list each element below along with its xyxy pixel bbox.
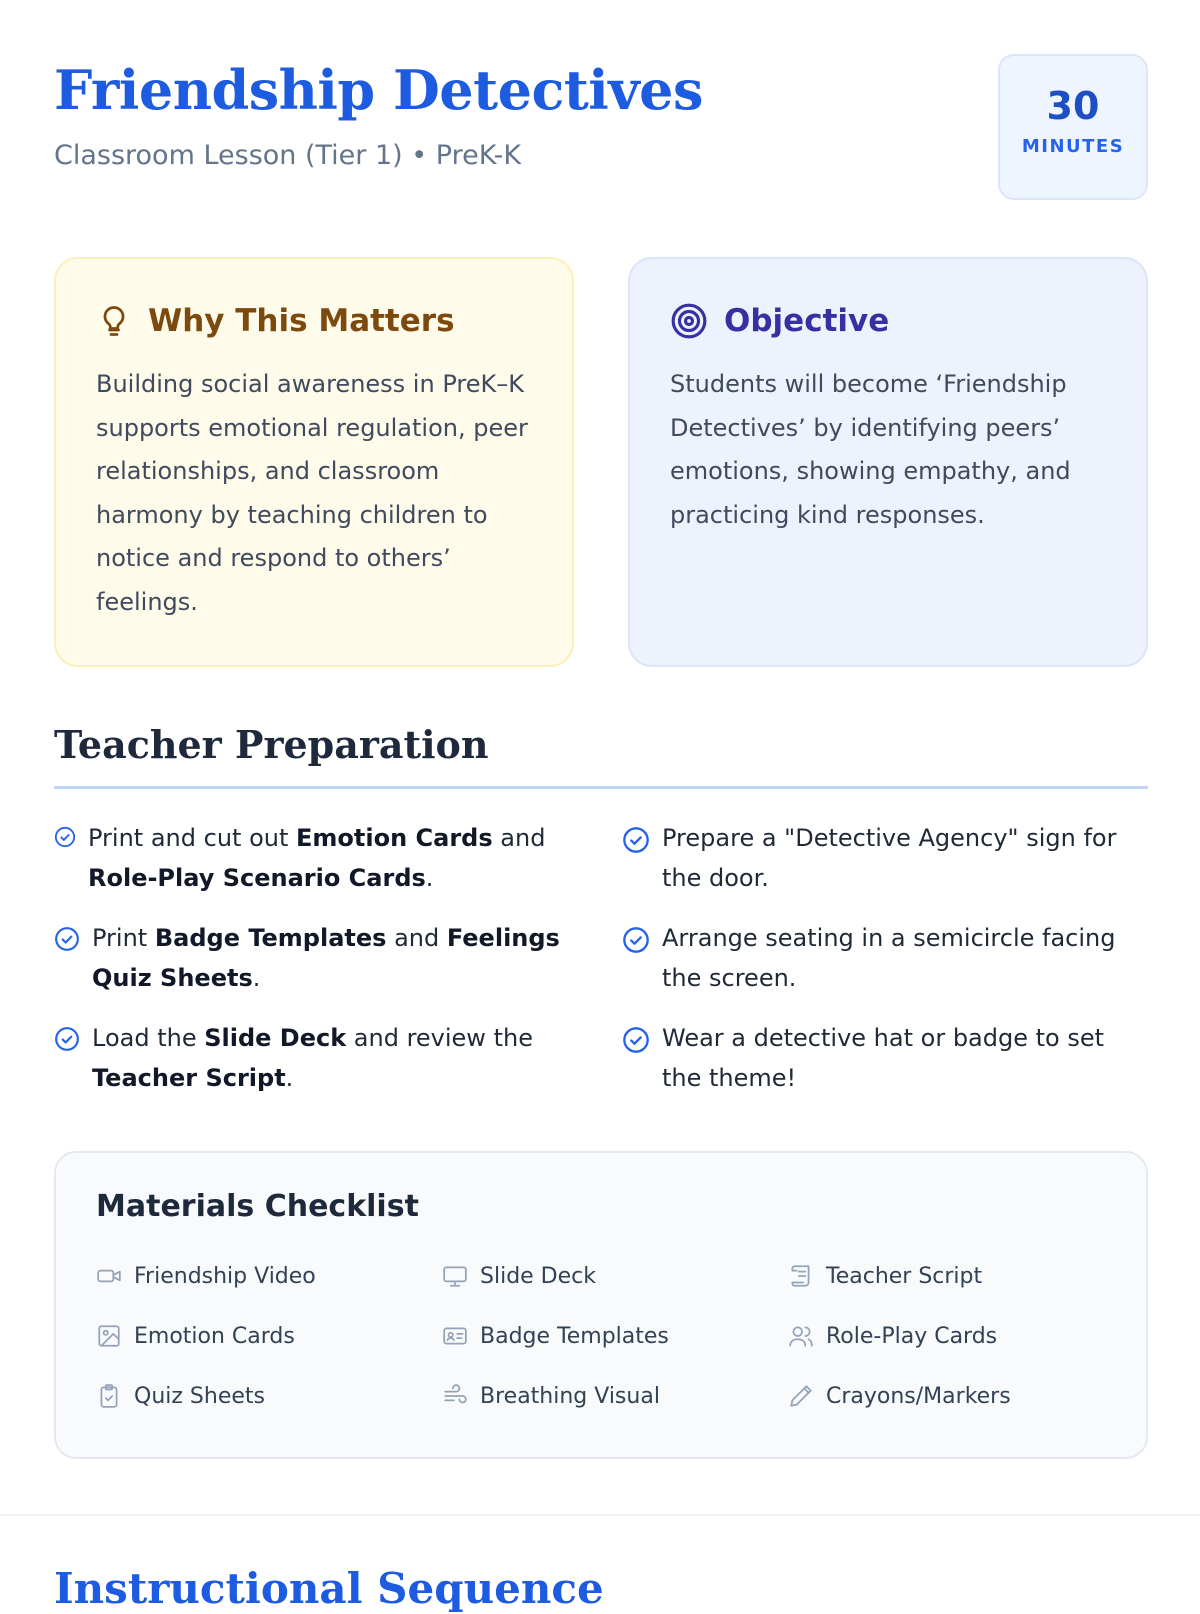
check-circle-icon [622,1026,650,1054]
duration-value: 30 [1046,84,1100,128]
check-circle-icon [54,926,80,952]
material-item [788,1263,982,1289]
lesson-header [54,50,1148,210]
objective-card [628,257,1148,667]
objective-card-title: Objective [724,303,890,339]
lesson-subtitle: Classroom Lesson (Tier 1) • PreK-K [54,140,522,171]
scroll-icon [788,1263,814,1289]
material-label: Quiz Sheets [134,1383,265,1409]
users-icon [788,1323,814,1349]
material-item [442,1383,660,1409]
material-label: Friendship Video [134,1263,316,1289]
prep-item-text: Load the Slide Deck and review the Teacher Script. [92,1024,533,1092]
material-label: Slide Deck [480,1263,596,1289]
pencil-icon [788,1383,814,1409]
material-label: Teacher Script [826,1263,983,1289]
video-icon [96,1263,122,1289]
material-item [96,1323,295,1349]
why-card-title: Why This Matters [148,303,455,339]
why-this-matters-card [54,257,574,667]
teacher-preparation-heading: Teacher Preparation [54,722,489,767]
material-label: Role-Play Cards [826,1323,998,1349]
lightbulb-icon [96,301,132,341]
prep-item-text: Arrange seating in a semicircle facing the screen. [662,924,1116,992]
monitor-icon [442,1263,468,1289]
material-item [442,1263,596,1289]
prep-item [622,918,1148,1018]
prep-item [54,1018,574,1118]
objective-card-header [670,299,1106,343]
image-icon [96,1323,122,1349]
materials-checklist [54,1151,1148,1459]
materials-checklist-title: Materials Checklist [96,1189,419,1224]
check-circle-icon [54,826,76,848]
wind-icon [442,1383,468,1409]
prep-item [54,818,574,918]
section-divider [0,1514,1200,1516]
prep-item-text: Print and cut out Emotion Cards and Role-Play Scenario Cards. [88,824,546,892]
check-circle-icon [622,826,650,854]
material-label: Emotion Cards [134,1323,295,1349]
prep-list-left [54,818,574,1118]
material-label: Crayons/Markers [826,1383,1011,1409]
prep-item-text: Print Badge Templates and Feelings Quiz Sheets. [92,924,560,992]
page-title: Friendship Detectives [54,58,703,122]
id-card-icon [442,1323,468,1349]
material-item [788,1383,1011,1409]
material-item [788,1323,997,1349]
clipboard-check-icon [96,1383,122,1409]
check-circle-icon [622,926,650,954]
check-circle-icon [54,1026,80,1052]
target-icon [670,302,708,340]
duration-unit: MINUTES [1021,136,1125,157]
prep-item-text: Wear a detective hat or badge to set the theme! [662,1024,1105,1092]
prep-item-text: Prepare a "Detective Agency" sign for the door. [662,824,1117,892]
why-card-header [96,299,532,343]
material-label: Badge Templates [480,1323,669,1349]
prep-item [622,1018,1148,1118]
objective-card-body: Students will become ‘Friendship Detectives’ by identifying peers’ emotions, showing empathy, and practicing kind responses. [670,370,1071,529]
prep-item [622,818,1148,918]
material-label: Breathing Visual [480,1383,660,1409]
material-item [442,1323,669,1349]
material-item [96,1263,316,1289]
duration-badge [998,54,1148,200]
prep-list-right [622,818,1148,1118]
material-item [96,1383,265,1409]
prep-item [54,918,574,1018]
why-card-body: Building social awareness in PreK–K supports emotional regulation, peer relationships, and classroom harmony by teaching children to notice and respond to others’ feelings. [96,370,528,616]
section-divider [54,786,1148,789]
instructional-sequence-heading: Instructional Sequence [54,1564,604,1613]
